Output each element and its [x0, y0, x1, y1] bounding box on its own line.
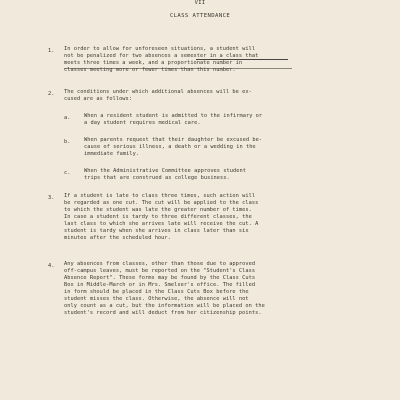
- item-3-line-6: student is tardy when she arrives in class later than six: [64, 228, 249, 234]
- item-2b-line-1: When parents request that their daughter be excused be-: [84, 137, 263, 143]
- item-2-line-1: The conditions under which additional absences will be ex-: [64, 89, 252, 95]
- item-2-line-2: cused are as follows:: [64, 96, 133, 102]
- item-2b-letter: b.: [64, 139, 71, 145]
- item-3-line-4: In case a student is tardy to three different classes, the: [64, 214, 252, 220]
- item-4-line-6: student misses the class. Otherwise, the absence will not: [64, 296, 249, 302]
- item-3-line-5: last class to which she arrives late will receive the cut. A: [64, 221, 259, 227]
- item-1-line-1: In order to allow for unforeseen situations, a student will: [64, 46, 256, 52]
- item-1-line-3: meets three times a week, and a proportionate number in: [64, 60, 243, 66]
- item-2c-line-2: trips that are construed as college business.: [84, 175, 230, 181]
- item-2b-line-2: cause of serious illness, a death or a wedding in the: [84, 144, 256, 150]
- item-4-number: 4.: [48, 263, 55, 269]
- chapter-number: VII: [194, 0, 206, 6]
- item-3-number: 3.: [48, 195, 55, 201]
- item-4-line-3: Absence Report". These forms may be found by the Class Cuts: [64, 275, 256, 281]
- item-3-line-1: If a student is late to class three times, such action will: [64, 193, 256, 199]
- item-4-line-7: only count as a cut, but the information will be placed on the: [64, 303, 265, 309]
- strike-through-mark: [64, 68, 292, 69]
- item-2a-line-1: When a resident student is admitted to the infirmary or: [84, 113, 263, 119]
- item-4-line-1: Any absences from classes, other than those due to approved: [64, 261, 256, 267]
- item-2-number: 2.: [48, 91, 55, 97]
- handwritten-underline: [196, 59, 288, 60]
- item-3-line-2: be regarded as one cut. The cut will be applied to the class: [64, 200, 259, 206]
- item-2b-line-3: immediate family.: [84, 151, 140, 157]
- item-3-line-7: minutes after the scheduled hour.: [64, 235, 171, 241]
- item-4-line-4: Box in Middle-March or in Mrs. Smelser's office. The filled: [64, 282, 256, 288]
- page-title: CLASS ATTENDANCE: [169, 13, 231, 19]
- item-1-line-2: not be penalized for two absences a semester in a class that: [64, 53, 259, 59]
- item-2a-letter: a.: [64, 115, 71, 121]
- item-2c-letter: c.: [64, 170, 71, 176]
- item-3-line-3: to which the student was late the greater number of times.: [64, 207, 252, 213]
- item-1-line-4: classes meeting more or fewer times than this number.: [64, 67, 236, 73]
- item-2c-line-1: When the Administrative Committee approves student: [84, 168, 246, 174]
- item-4-line-2: off-campus leaves, must be reported on the "Student's Class: [64, 268, 256, 274]
- item-4-line-8: student's record and will deduct from her citizenship points.: [64, 310, 262, 316]
- item-1-number: 1.: [48, 48, 55, 54]
- item-4-line-5: in form should be placed in the Class Cuts Box before the: [64, 289, 249, 295]
- item-2a-line-2: a day student requires medical care.: [84, 120, 201, 126]
